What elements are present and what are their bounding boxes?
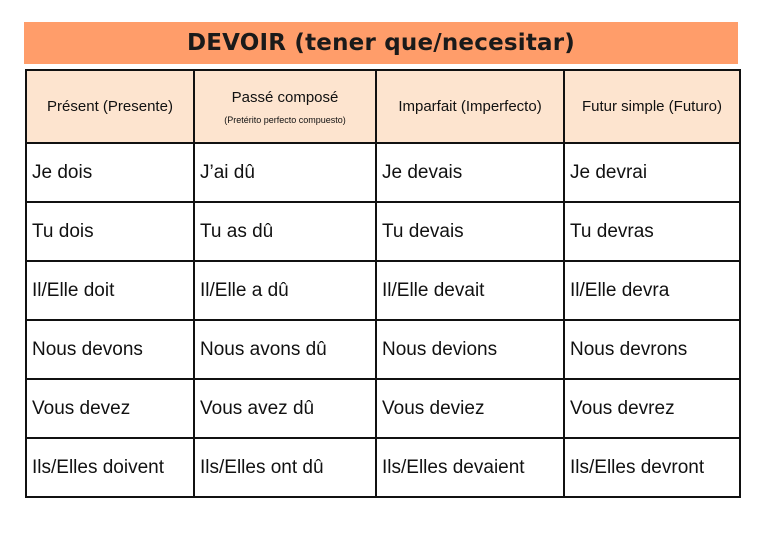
table-cell: Ils/Elles devaient [376,438,564,497]
table-cell: Vous deviez [376,379,564,438]
table-row [26,261,740,320]
table-row [26,202,740,261]
table-cell: Je dois [26,143,194,202]
table-row [26,379,740,438]
header-passe-compose [194,70,376,143]
header-row [26,70,740,143]
table-cell: Nous devions [376,320,564,379]
header-label: Passé composé [231,88,339,106]
header-imparfait [376,70,564,143]
page-title: DEVOIR (tener que/necesitar) [186,30,576,56]
table-cell: Tu dois [26,202,194,261]
table-cell: Nous devrons [564,320,740,379]
table-cell: Il/Elle devra [564,261,740,320]
table-cell: Vous devez [26,379,194,438]
header-present [26,70,194,143]
table-cell: Ils/Elles ont dû [194,438,376,497]
conjugation-table [25,69,741,498]
table-cell: Ils/Elles devront [564,438,740,497]
header-label: Présent (Presente) [47,98,173,115]
title-banner [24,22,738,64]
table-cell: Il/Elle devait [376,261,564,320]
table-cell: Il/Elle doit [26,261,194,320]
header-label: Futur simple (Futuro) [581,98,723,115]
header-label: Imparfait (Imperfecto) [398,98,542,115]
table-cell: Ils/Elles doivent [26,438,194,497]
table-cell: Tu devais [376,202,564,261]
table-cell: Je devais [376,143,564,202]
table-cell: Je devrai [564,143,740,202]
header-futur-simple [564,70,740,143]
header-sublabel: (Pretérito perfecto compuesto) [224,114,346,125]
table-row [26,320,740,379]
table-row [26,438,740,497]
table-cell: Nous avons dû [194,320,376,379]
table-cell: Vous devrez [564,379,740,438]
table-row [26,143,740,202]
table-cell: Tu as dû [194,202,376,261]
table-cell: J’ai dû [194,143,376,202]
table-cell: Nous devons [26,320,194,379]
table-cell: Il/Elle a dû [194,261,376,320]
table-cell: Vous avez dû [194,379,376,438]
table-cell: Tu devras [564,202,740,261]
